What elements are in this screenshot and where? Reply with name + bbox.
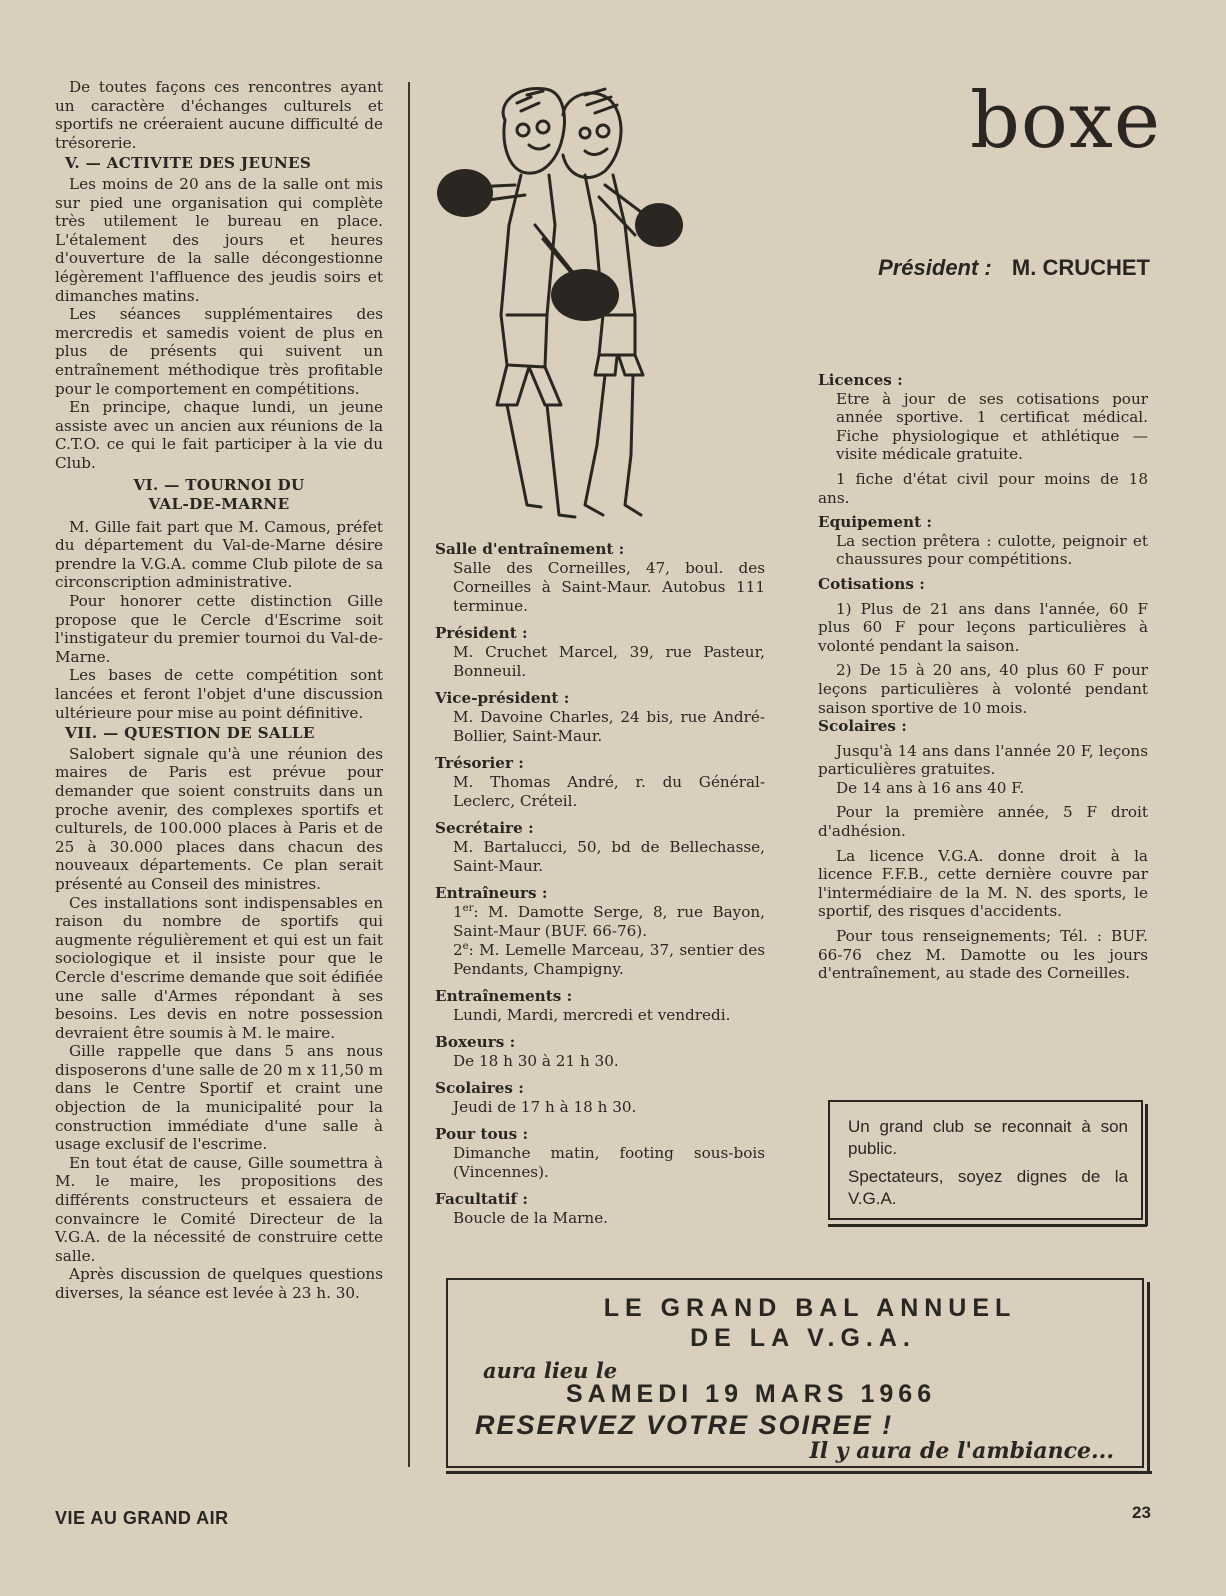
licences-text: Etre à jour de ses cotisations pour année sportive. 1 certificat médical. Fiche physiologique et athlétique — visite médicale gratuite. bbox=[836, 389, 1148, 464]
ball-line-5: RESERVEZ VOTRE SOIREE ! bbox=[475, 1410, 894, 1440]
entraineur-1-text: : M. Damotte Serge, 8, rue Bayon, Saint-Maur (BUF. 66-76). bbox=[453, 903, 765, 940]
vice-president-text: M. Davoine Charles, 24 bis, rue André-Bollier, Saint-Maur. bbox=[453, 708, 765, 745]
entraineur-2-sup: e bbox=[462, 940, 469, 952]
facultatif-text: Boucle de la Marne. bbox=[453, 1209, 609, 1227]
page-title: boxe bbox=[970, 76, 1162, 166]
secretaire-text: M. Bartalucci, 50, bd de Bellechasse, Saint-Maur. bbox=[453, 838, 765, 875]
paragraph: Salobert signale qu'à une réunion des maires de Paris est prévue pour demander que soient construits dans un proche avenir, des complexes sportifs et culturels, de 100.000 places à Paris et de 25 à 30.000 places dans chacun des nouveaux départements. Ce plan serait présenté au Conseil des ministres. bbox=[55, 744, 383, 893]
ball-line-3: aura lieu le bbox=[483, 1358, 618, 1383]
ball-line-6: Il y aura de l'ambiance... bbox=[809, 1438, 1114, 1464]
licence-vga: La licence V.G.A. donne droit à la licence F.F.B., cette dernière couvre par l'intermédiaire de la M. N. des sports, le sportif, des risques d'accidents. bbox=[818, 846, 1148, 921]
cotisations-1: 1) Plus de 21 ans dans l'année, 60 F plus 60 F pour leçons particulières à volonté pendant la saison. bbox=[818, 599, 1148, 655]
scolaires-1: Jusqu'à 14 ans dans l'année 20 F, leçons particulières gratuites. bbox=[818, 741, 1148, 779]
secretaire-label: Secrétaire : bbox=[435, 819, 534, 837]
paragraph: Les bases de cette compétition sont lancées et feront l'objet d'une discussion ultérieure pour mise au point définitive. bbox=[55, 666, 383, 722]
paragraph: Les séances supplémentaires des mercredis et samedis voient de plus en plus de présents qui suivent un entraînement méthodique très profitable pour le comportement en compétitions. bbox=[55, 305, 383, 398]
entrainements-text: Lundi, Mardi, mercredi et vendredi. bbox=[453, 1006, 731, 1024]
page-number: 23 bbox=[1132, 1503, 1151, 1522]
president-role: Président : bbox=[878, 255, 992, 280]
renseignements: Pour tous renseignements; Tél. : BUF. 66-76 chez M. Damotte ou les jours d'entraînement, au stade des Corneilles. bbox=[818, 927, 1148, 983]
paragraph: Après discussion de quelques questions diverses, la séance est levée à 23 h. 30. bbox=[55, 1265, 383, 1302]
section-heading bbox=[55, 495, 383, 514]
public-box bbox=[828, 1100, 1143, 1220]
ball-line-1: LE GRAND BAL ANNUEL bbox=[603, 1294, 1017, 1322]
section-heading: VII. — QUESTION DE SALLE bbox=[65, 724, 315, 743]
salle-label: Salle d'entraînement : bbox=[435, 540, 625, 558]
entraineur-1-num: 1 bbox=[453, 903, 463, 921]
salle-text: Salle des Corneilles, 47, boul. des Corneilles à Saint-Maur. Autobus 111 terminue. bbox=[453, 559, 765, 615]
entraineur-1-sup: er bbox=[462, 902, 474, 914]
scolaires-2: De 14 ans à 16 ans 40 F. bbox=[836, 778, 1025, 797]
publication-name: VIE AU GRAND AIR bbox=[55, 1508, 229, 1528]
box-shadow bbox=[828, 1224, 1147, 1227]
paragraph: Les moins de 20 ans de la salle ont mis sur pied une organisation qui complète très utilement le bureau en place. L'étalement des jours et heures d'ouverture de la salle décongestionne légèrement l'affluence des jeudis soirs et dimanches matins. bbox=[55, 174, 383, 305]
boxers-illustration-icon bbox=[435, 75, 705, 530]
president-line bbox=[800, 255, 1150, 281]
scolaires-label: Scolaires : bbox=[818, 717, 907, 736]
left-column bbox=[55, 78, 383, 1303]
public-box-content bbox=[848, 1116, 1128, 1216]
boxeurs-text: De 18 h 30 à 21 h 30. bbox=[453, 1052, 619, 1070]
pour-tous-text: Dimanche matin, footing sous-bois (Vincennes). bbox=[453, 1144, 765, 1181]
ball-announcement-box bbox=[446, 1278, 1144, 1468]
boxeurs-label: Boxeurs : bbox=[435, 1033, 516, 1051]
president-name: M. CRUCHET bbox=[1011, 255, 1150, 280]
scolaires-text: Jeudi de 17 h à 18 h 30. bbox=[453, 1098, 637, 1116]
right-column bbox=[818, 371, 1148, 983]
entrainements-label: Entraînements : bbox=[435, 987, 573, 1005]
middle-column bbox=[435, 540, 765, 1228]
president-label: Président : bbox=[435, 624, 528, 642]
equipement-text: La section prêtera : culotte, peignoir et chaussures pour compétitions. bbox=[836, 531, 1148, 569]
tresorier-text: M. Thomas André, r. du Général-Leclerc, Créteil. bbox=[453, 773, 765, 810]
licences-label: Licences : bbox=[818, 371, 903, 389]
ball-date: SAMEDI 19 MARS 1966 bbox=[566, 1380, 937, 1408]
section-heading bbox=[55, 476, 383, 495]
box-shadow bbox=[446, 1471, 1152, 1474]
cotisations-2: 2) De 15 à 20 ans, 40 plus 60 F pour leçons particulières à volonté pendant saison sportive de 10 mois. bbox=[818, 661, 1148, 717]
facultatif-label: Facultatif : bbox=[435, 1190, 528, 1208]
paragraph: En tout état de cause, Gille soumettra à M. le maire, les propositions des différents constructeurs et essaiera de convaincre le Comité Directeur de la V.G.A. de la nécessité de construire cette salle. bbox=[55, 1153, 383, 1265]
section-heading: V. — ACTIVITE DES JEUNES bbox=[65, 154, 312, 173]
scolaires-label: Scolaires : bbox=[435, 1079, 524, 1097]
president-text: M. Cruchet Marcel, 39, rue Pasteur, Bonneuil. bbox=[453, 643, 765, 680]
ball-line-2: DE LA V.G.A. bbox=[690, 1324, 916, 1352]
premiere-annee: Pour la première année, 5 F droit d'adhésion. bbox=[818, 803, 1148, 841]
licences-text-2: 1 fiche d'état civil pour moins de 18 ans. bbox=[818, 469, 1148, 507]
section-heading-line: VI. — TOURNOI DU bbox=[133, 476, 305, 495]
box-shadow bbox=[1147, 1282, 1150, 1474]
paragraph: En principe, chaque lundi, un jeune assiste avec un ancien aux réunions de la C.T.O. ce qui le fait participer à la vie du Club. bbox=[55, 398, 383, 472]
box-shadow bbox=[1145, 1104, 1148, 1226]
section-heading-line: VAL-DE-MARNE bbox=[148, 495, 290, 514]
entraineur-2 bbox=[453, 941, 765, 979]
vice-president-label: Vice-président : bbox=[435, 689, 570, 707]
entraineur-2-text: : M. Lemelle Marceau, 37, sentier des Pendants, Champigny. bbox=[453, 941, 765, 978]
paragraph: M. Gille fait part que M. Camous, préfet du département du Val-de-Marne désire prendre la V.G.A. comme Club pilote de sa circonscription administrative. bbox=[55, 517, 383, 592]
paragraph: Ces installations sont indispensables en raison du nombre de sportifs qui augmente régulièrement et qui est un fait sociologique et il insiste pour que le Cercle d'escrime demande que soit édifiée une salle d'Armes répondant à ses besoins. Les devis en notre possession devraient être soumis à M. le maire. bbox=[55, 893, 383, 1042]
entraineurs-label: Entraîneurs : bbox=[435, 884, 548, 902]
column-divider bbox=[408, 82, 410, 1467]
paragraph: Pour honorer cette distinction Gille propose que le Cercle d'Escrime soit l'instigateur du premier tournoi du Val-de-Marne. bbox=[55, 592, 383, 666]
cotisations-label: Cotisations : bbox=[818, 574, 925, 593]
equipement-label: Equipement : bbox=[818, 513, 932, 532]
paragraph: De toutes façons ces rencontres ayant un caractère d'échanges culturels et sportifs ne créeraient aucune difficulté de trésorerie. bbox=[55, 78, 383, 152]
tresorier-label: Trésorier : bbox=[435, 754, 524, 772]
public-box-line-1: Un grand club se reconnait à son public. bbox=[848, 1117, 1128, 1158]
entraineur-1 bbox=[453, 903, 765, 941]
public-box-line-2: Spectateurs, soyez dignes de la V.G.A. bbox=[848, 1167, 1128, 1208]
paragraph: Gille rappelle que dans 5 ans nous disposerons d'une salle de 20 m x 11,50 m dans le Centre Sportif et craint une objection de la municipalité pour la construction immédiate d'une salle à usage exclusif de l'escrime. bbox=[55, 1042, 383, 1154]
entraineur-2-num: 2 bbox=[453, 941, 463, 959]
pour-tous-label: Pour tous : bbox=[435, 1125, 529, 1143]
